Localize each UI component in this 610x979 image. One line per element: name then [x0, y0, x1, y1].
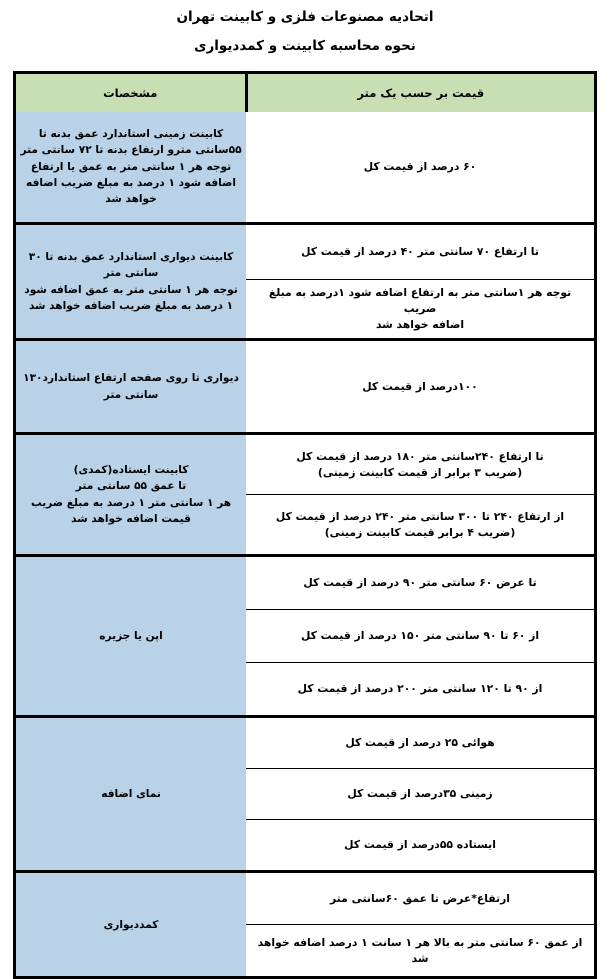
spec-cell [16, 112, 246, 224]
price-subrow-text [246, 663, 594, 716]
price-subrow-text [246, 112, 594, 222]
price-subrow-table [246, 435, 594, 554]
spec-text-line: اپن یا جزیره [99, 630, 163, 643]
spec-cell [16, 556, 246, 717]
price-subrow [246, 873, 594, 925]
price-text-line: ۶۰ درصد از قیمت کل [363, 159, 477, 173]
price-subrow-text [246, 341, 594, 432]
price-text-line: از ۶۰ تا ۹۰ سانتی متر ۱۵۰ درصد از قیمت کل [300, 629, 540, 643]
price-subrow-text [246, 557, 594, 610]
price-text-line: تا عرض ۶۰ سانتی متر ۹۰ درصد از قیمت کل [303, 576, 537, 590]
table-row [16, 717, 594, 872]
document-titles [0, 0, 610, 55]
price-subrow [246, 435, 594, 495]
price-text-line: از ۹۰ تا ۱۲۰ سانتی متر ۲۰۰ درصد از قیمت کل [297, 682, 543, 696]
price-subrow-table [246, 225, 594, 339]
spec-cell [16, 872, 246, 977]
spec-text-line: ۵۵سانتی مترو ارتفاع بدنه تا ۷۲ سانتی متر [20, 144, 242, 157]
price-text-line: هوائی ۲۵ درصد از قیمت کل [345, 736, 495, 750]
spec-text-line: قیمت اضافه خواهد شد [71, 513, 191, 526]
price-subrow [246, 610, 594, 663]
spec-cell [16, 717, 246, 872]
price-text-line: تا ارتفاع ۷۰ سانتی متر ۴۰ درصد از قیمت کل [301, 244, 539, 258]
price-subrow [246, 769, 594, 820]
price-subrow-text [246, 820, 594, 871]
price-text-line: (ضریب ۴ برابر قیمت کابینت زمینی) [324, 525, 516, 539]
price-subrow-text [246, 925, 594, 977]
spec-text-line: توجه هر ۱ سانتی متر به عمق یا ارتفاع [30, 160, 232, 173]
price-cell [246, 872, 594, 977]
price-subrow-text [246, 435, 594, 495]
spec-text-line: کمددیواری [103, 918, 159, 931]
price-text-line: ارتفاع*عرض تا عمق ۶۰سانتی متر [330, 891, 511, 905]
spec-text-line: اضافه شود ۱ درصد به مبلغ ضریب اضافه [26, 176, 236, 189]
price-text-line: ۱۰۰درصد از قیمت کل [362, 379, 478, 393]
price-subrow-table [246, 557, 594, 715]
price-text-line: ایستاده ۵۵درصد از قیمت کل [344, 838, 496, 852]
table-row [16, 223, 594, 340]
price-subrow [246, 225, 594, 280]
price-cell [246, 556, 594, 717]
page-subtitle: نحوه محاسبه کابینت و کمددیواری [194, 37, 416, 54]
price-cell [246, 223, 594, 340]
price-subrow [246, 279, 594, 338]
price-subrow [246, 718, 594, 769]
price-subrow [246, 663, 594, 716]
pricing-table-container [13, 71, 597, 979]
table-row [16, 434, 594, 556]
spec-text-line: خواهد شد [105, 193, 157, 206]
price-cell [246, 112, 594, 224]
table-row [16, 340, 594, 434]
spec-text-line: توجه هر ۱ سانتی متر به عمق اضافه شود [24, 283, 238, 296]
price-subrow [246, 557, 594, 610]
spec-text-line: کابینت دیواری استاندارد عمق بدنه تا ۳۰ [28, 250, 234, 263]
price-subrow-table [246, 718, 594, 870]
page-title: اتحادیه مصنوعات فلزی و کابینت تهران [176, 9, 434, 25]
price-subrow [246, 341, 594, 432]
price-subrow-text [246, 495, 594, 555]
spec-text-line: سانتی متر [103, 267, 159, 280]
column-header-spec: مشخصات [16, 74, 246, 112]
spec-text-line: دیواری تا روی صفحه ارتفاع استاندارد۱۳۰ [23, 372, 239, 385]
table-row [16, 872, 594, 977]
price-text-line: از ارتفاع ۲۴۰ تا ۳۰۰ سانتی متر ۲۴۰ درصد از قیمت کل [275, 509, 565, 523]
price-subrow-text [246, 769, 594, 820]
price-text-line: از عمق ۶۰ سانتی متر به بالا هر ۱ سانت ۱ درصد اضافه خواهد [257, 935, 583, 949]
spec-cell [16, 223, 246, 340]
price-cell [246, 434, 594, 556]
spec-text-line: سانتی متر [103, 388, 159, 401]
column-header-price: قیمت بر حسب یک متر [246, 74, 594, 112]
table-body [16, 112, 594, 977]
price-cell [246, 717, 594, 872]
price-subrow-text [246, 718, 594, 769]
price-text-line: تا ارتفاع ۲۴۰سانتی متر ۱۸۰ درصد از قیمت کل [296, 449, 544, 463]
price-subrow-table [246, 341, 594, 432]
price-subrow [246, 495, 594, 555]
price-subrow-table [246, 873, 594, 976]
spec-cell [16, 340, 246, 434]
table-row [16, 556, 594, 717]
price-cell [246, 340, 594, 434]
price-subrow [246, 820, 594, 871]
pricing-table [16, 74, 594, 977]
price-subrow-text [246, 873, 594, 925]
price-subrow [246, 925, 594, 977]
spec-text-line: کابینت زمینی استاندارد عمق بدنه تا [38, 127, 224, 140]
spec-text-line: ۱ درصد به مبلغ ضریب اضافه خواهد شد [28, 299, 234, 312]
price-subrow-text [246, 225, 594, 280]
spec-text-line: کابینت ایستاده(کمدی) [73, 464, 189, 476]
table-row [16, 112, 594, 224]
price-text-line: زمینی ۳۵درصد از قیمت کل [347, 787, 493, 801]
spec-text-line: هر ۱ سانتی متر ۱ درصد به مبلغ ضریب [31, 496, 232, 509]
spec-text-line: نمای اضافه [101, 788, 161, 801]
price-subrow-table [246, 112, 594, 222]
spec-cell [16, 434, 246, 556]
price-text-line: توجه هر ۱سانتی متر به ارتفاع اضافه شود ۱درصد به مبلغ ضریب [268, 285, 572, 315]
price-subrow [246, 112, 594, 222]
table-header [16, 74, 594, 112]
price-text-line: شد [411, 951, 429, 965]
table-header-row [16, 74, 594, 112]
price-text-line: (ضریب ۳ برابر از قیمت کابینت زمینی) [317, 465, 523, 479]
spec-text-line: تا عمق ۵۵ سانتی متر [75, 480, 187, 493]
price-subrow-text [246, 279, 594, 338]
price-subrow-text [246, 610, 594, 663]
price-text-line: اضافه خواهد شد [375, 318, 465, 332]
